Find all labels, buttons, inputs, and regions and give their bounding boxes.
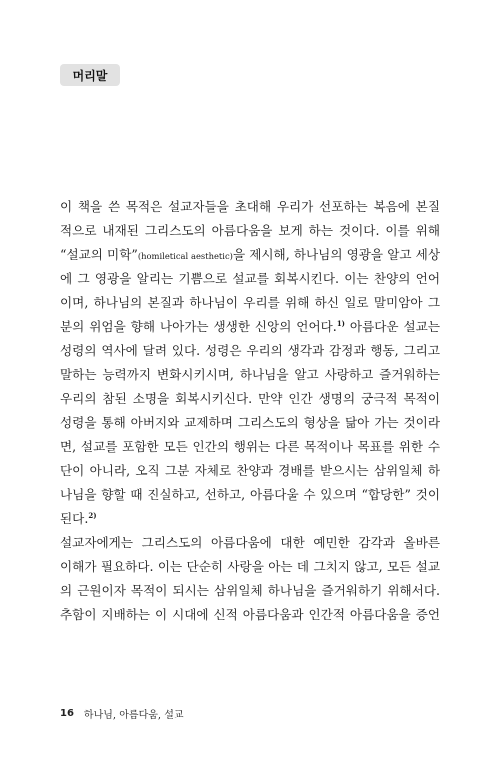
section-title: 머리말 xyxy=(72,68,108,83)
text-line: 성령의 역사에 달려 있다. 성령은 우리의 생각과 감정과 행동, 그리고 xyxy=(60,343,440,358)
text-line: 단이 아니라, 오직 그분 자체로 찬양과 경배를 받으시는 삼위일체 하 xyxy=(60,463,440,478)
text-line: 적으로 내재된 그리스도의 아름다움을 보게 하는 것이다. 이를 위해 xyxy=(60,223,440,238)
text-line: 에 그 영광을 알리는 기쁨으로 설교를 회복시킨다. 이는 찬양의 언어 xyxy=(60,271,440,286)
text-line: 된다.$^{2)}$ xyxy=(60,511,97,526)
text-line: 추함이 지배하는 이 시대에 신적 아름다움과 인간적 아름다움을 증언 xyxy=(60,607,440,622)
footnote-ref[interactable]: 2) xyxy=(88,511,97,520)
running-title: 하나님, 아름다움, 설교 xyxy=(83,710,184,721)
text-line: 말하는 능력까지 변화시키시며, 하나님을 알고 사랑하고 즐거워하는 xyxy=(60,367,440,382)
footnote-ref[interactable]: 1) xyxy=(336,319,345,328)
text-line: 나님을 향할 때 진실하고, 선하고, 아름다울 수 있으며 “합당한” 것이 xyxy=(60,487,440,502)
text-line: 우리의 참된 소명을 회복시키신다. 만약 인간 생명의 궁극적 목적이 xyxy=(60,391,440,406)
text-line: 성령을 통해 아버지와 교제하며 그리스도의 형상을 닮아 가는 것이라 xyxy=(60,415,440,430)
text-line: 설교자에게는 그리스도의 아름다움에 대한 예민한 감각과 올바른 xyxy=(60,535,440,550)
text-line: “설교의 미학”(homiletical aesthetic)을 제시해, 하나님의 영광을 알고 세상 xyxy=(60,247,440,262)
english-gloss: (homiletical aesthetic) xyxy=(137,251,233,261)
text-line: 분의 위엄을 향해 나아가는 생생한 신앙의 언어다.$^{1)}$ 아름다운 설교는 xyxy=(60,319,440,334)
page-footer xyxy=(60,706,184,721)
page-number: 16 xyxy=(60,708,74,719)
section-title-tab xyxy=(60,64,120,86)
text-line: 이며, 하나님의 본질과 하나님이 우리를 위해 하신 일로 말미암아 그 xyxy=(60,295,440,310)
text-line: 면, 설교를 포함한 모든 인간의 행위는 다른 목적이나 목표를 위한 수 xyxy=(60,439,440,454)
text-line: 이해가 필요하다. 이는 단순히 사랑을 아는 데 그치지 않고, 모든 설교 xyxy=(60,559,440,574)
text-line: 의 근원이자 목적이 되시는 삼위일체 하나님을 즐거워하기 위해서다. xyxy=(60,583,440,598)
text-line: 이 책을 쓴 목적은 설교자들을 초대해 우리가 선포하는 복음에 본질 xyxy=(60,199,440,214)
